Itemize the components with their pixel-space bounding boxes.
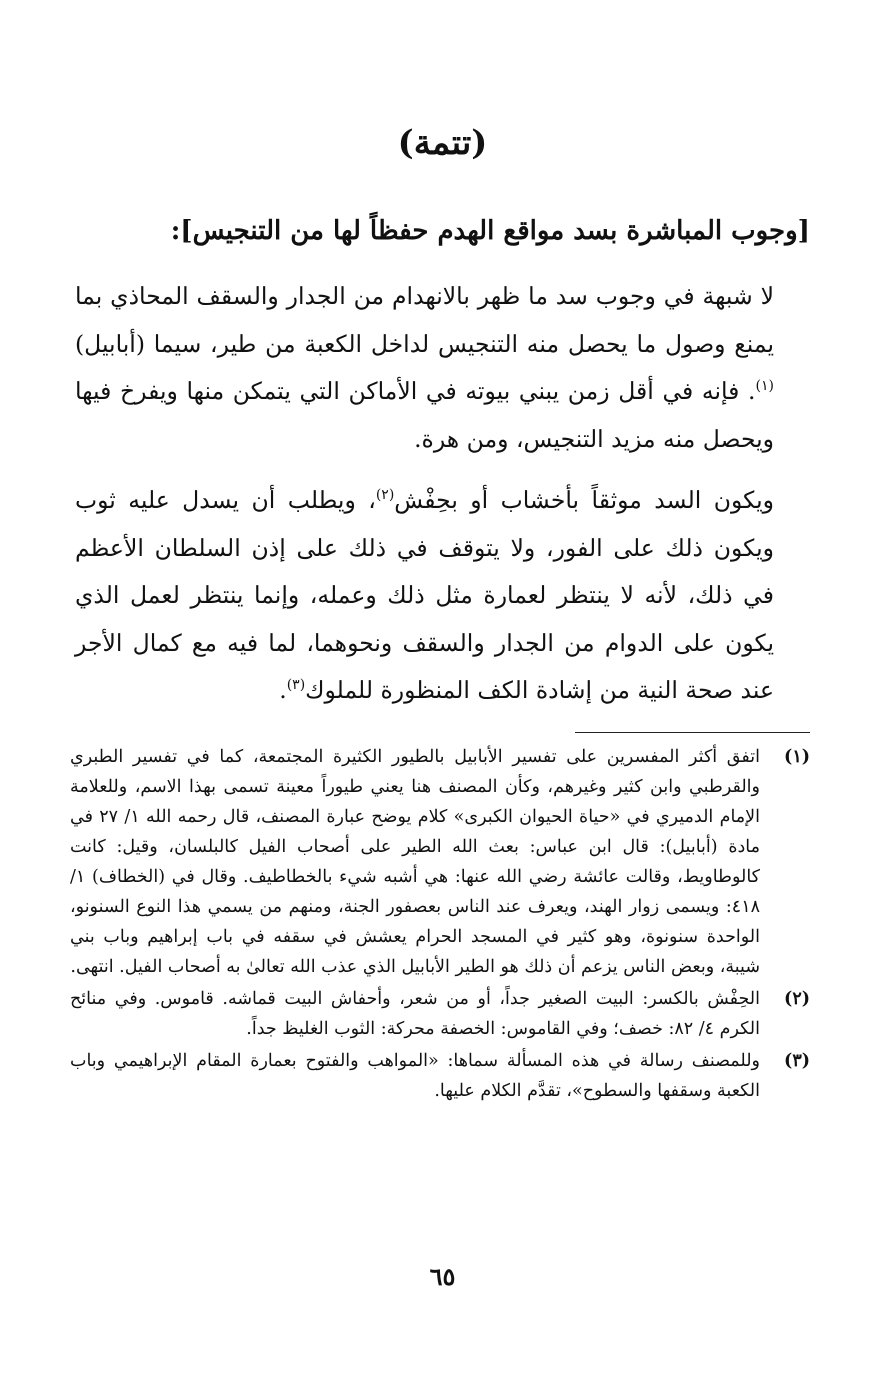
footnote-ref-1: (١) (755, 378, 774, 394)
paragraph-1-text-a: لا شبهة في وجوب سد ما ظهر بالانهدام من الجدار والسقف المحاذي بما يمنع وصول ما يحصل منه التنجيس لداخل الكعبة من طير، سيما (أبابيل) (75, 282, 774, 358)
footnote-number: (٢) (784, 989, 810, 1009)
paragraph-2-text-b: ، ويطلب أن يسدل عليه ثوب ويكون ذلك على الفور، ولا يتوقف في ذلك على إذن السلطان الأعظم في ذلك، لأنه لا ينتظر لعمارة مثل ذلك وعمله، وإنما ينتظر لعمل الذي يكون على الدوام من الجدار والسقف ونحوهما، لما فيه مع كمال الأجر عند صحة النية من إشادة الكف المنظورة للملوك (75, 486, 774, 704)
footnote-item (70, 984, 810, 1044)
footnote-text: وللمصنف رسالة في هذه المسألة سماها: «المواهب والفتوح بعمارة المقام الإبراهيمي وباب الكعبة وسقفها والسطوح»، تقدَّم الكلام عليها. (70, 1051, 760, 1101)
footnote-number: (١) (784, 747, 810, 767)
footnote-separator (575, 732, 810, 733)
footnote-item (70, 1046, 810, 1106)
footnote-text: اتفق أكثر المفسرين على تفسير الأبابيل بالطيور الكثيرة المجتمعة، كما في تفسير الطبري والقرطبي وابن كثير وغيرهم، وكأن المصنف هنا يعني طيوراً معينة تسمى بهذا الاسم، وللعلامة الإمام الدميري في «حياة الحيوان الكبرى» كلام يوضح عبارة المصنف، قال رحمه الله ١/ ٢٧ في مادة (أبابيل): قال ابن عباس: بعث الله الطير على أصحاب الفيل كالبلسان، وقيل: كانت كالوطاويط، وقالت عائشة رضي الله عنها: هي أشبه شيء بالخطاطيف. وقال في (الخطاف) ١/ ٤١٨: ويسمى زوار الهند، ويعرف عند الناس بعصفور الجنة، ومنهم من يسمي هذا النوع السنونو، الواحدة سنونوة، وهو كثير في المسجد الحرام يعشش في سقفه في باب إبراهيم وباب بني شيبة، وبعض الناس يزعم أن ذلك هو الطير الأبابيل الذي عذب الله تعالىٰ به أصحاب الفيل. انتهى. (70, 747, 760, 977)
footnote-number: (٣) (784, 1051, 810, 1071)
paragraph-1-text-b: . فإنه في أقل زمن يبني بيوته في الأماكن التي يتمكن منها ويفرخ فيها ويحصل منه مزيد التنجيس، ومن هرة. (75, 377, 774, 453)
paragraph-2-text-c: . (279, 676, 287, 704)
footnote-text: الحِفْش بالكسر: البيت الصغير جداً، أو من شعر، وأحفاش البيت قماشه. قاموس. وفي منائح الكرم ٤/ ٨٢: خصف؛ وفي القاموس: الخصفة محركة: الثوب الغليظ جداً. (70, 989, 760, 1039)
main-paragraph-2 (75, 477, 810, 715)
section-heading: [وجوب المباشرة بسد مواقع الهدم حفظاً لها من التنجيس]: (170, 216, 810, 246)
footnotes (70, 742, 810, 1106)
paragraph-2-text-a: ويكون السد موثقاً بأخشاب أو بحِفْش (394, 486, 774, 514)
footnote-ref-2: (٢) (375, 487, 395, 503)
footnote-item (70, 742, 810, 982)
footnote-ref-3: (٣) (286, 677, 306, 693)
page-number: ٦٥ (429, 1262, 456, 1291)
main-paragraph-1 (75, 273, 810, 463)
section-title: (تتمة) (397, 123, 488, 163)
paragraph-text (75, 273, 810, 463)
paragraph-text (75, 477, 810, 715)
